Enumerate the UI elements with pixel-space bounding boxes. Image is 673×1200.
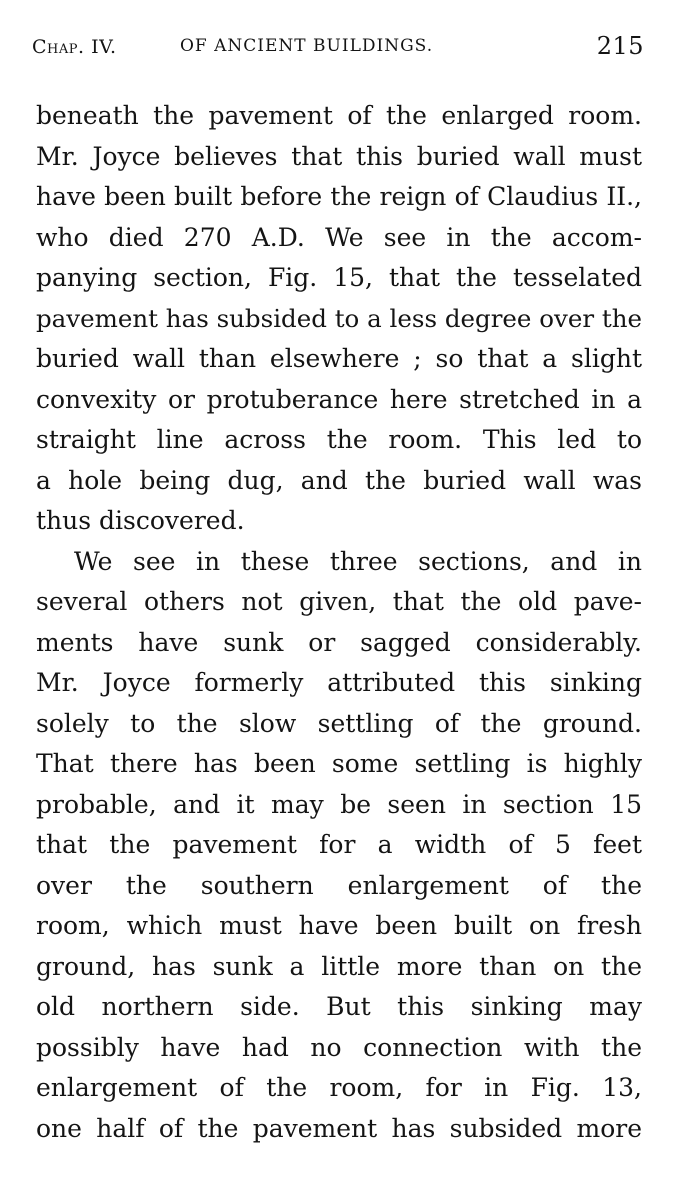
text-line: straight line across the room. This led to — [36, 425, 642, 454]
chapter-title: OF ANCIENT BUILDINGS. — [180, 36, 434, 56]
text-line: convexity or protuberance here stretched in a — [36, 384, 642, 414]
text-line: over the southern enlargement of the — [36, 870, 642, 900]
text-line: Mr. Joyce believes that this buried wall must — [36, 141, 642, 171]
body-text — [36, 96, 642, 1149]
text-line: several others not given, that the old pave- — [36, 587, 642, 616]
text-line: thus discovered. — [36, 506, 245, 535]
text-line: pavement has subsided to a less degree over the — [36, 303, 642, 333]
text-line: Mr. Joyce formerly attributed this sinking — [36, 668, 642, 697]
text-line: ground, has sunk a little more than on the — [36, 951, 642, 981]
text-line: a hole being dug, and the buried wall was — [36, 465, 642, 495]
paragraph-first-line: We see in these three sections, and in — [74, 546, 642, 576]
page-number: 215 — [596, 32, 644, 60]
text-line: panying section, Fig. 15, that the tesselated — [36, 263, 642, 292]
text-line: one half of the pavement has subsided more — [36, 1113, 642, 1143]
text-line: room, which must have been built on fresh — [36, 911, 642, 940]
text-line: beneath the pavement of the enlarged room. — [36, 101, 642, 130]
running-head — [32, 32, 644, 66]
text-line: That there has been some settling is highly — [36, 749, 642, 778]
text-line: possibly have had no connection with the — [36, 1032, 642, 1062]
text-line: buried wall than elsewhere ; so that a slight — [36, 344, 642, 373]
text-line: solely to the slow settling of the ground. — [36, 708, 642, 738]
text-line: probable, and it may be seen in section 15 — [36, 789, 642, 819]
text-line: who died 270 A.D. We see in the accom- — [36, 222, 642, 252]
text-line: enlargement of the room, for in Fig. 13, — [36, 1073, 642, 1102]
text-line: ments have sunk or sagged considerably. — [36, 627, 642, 657]
text-line: have been built before the reign of Claudius II., — [36, 182, 642, 211]
text-line: old northern side. But this sinking may — [36, 992, 642, 1021]
chapter-label: Chap. IV. — [32, 36, 117, 58]
text-line: that the pavement for a width of 5 feet — [36, 830, 642, 859]
